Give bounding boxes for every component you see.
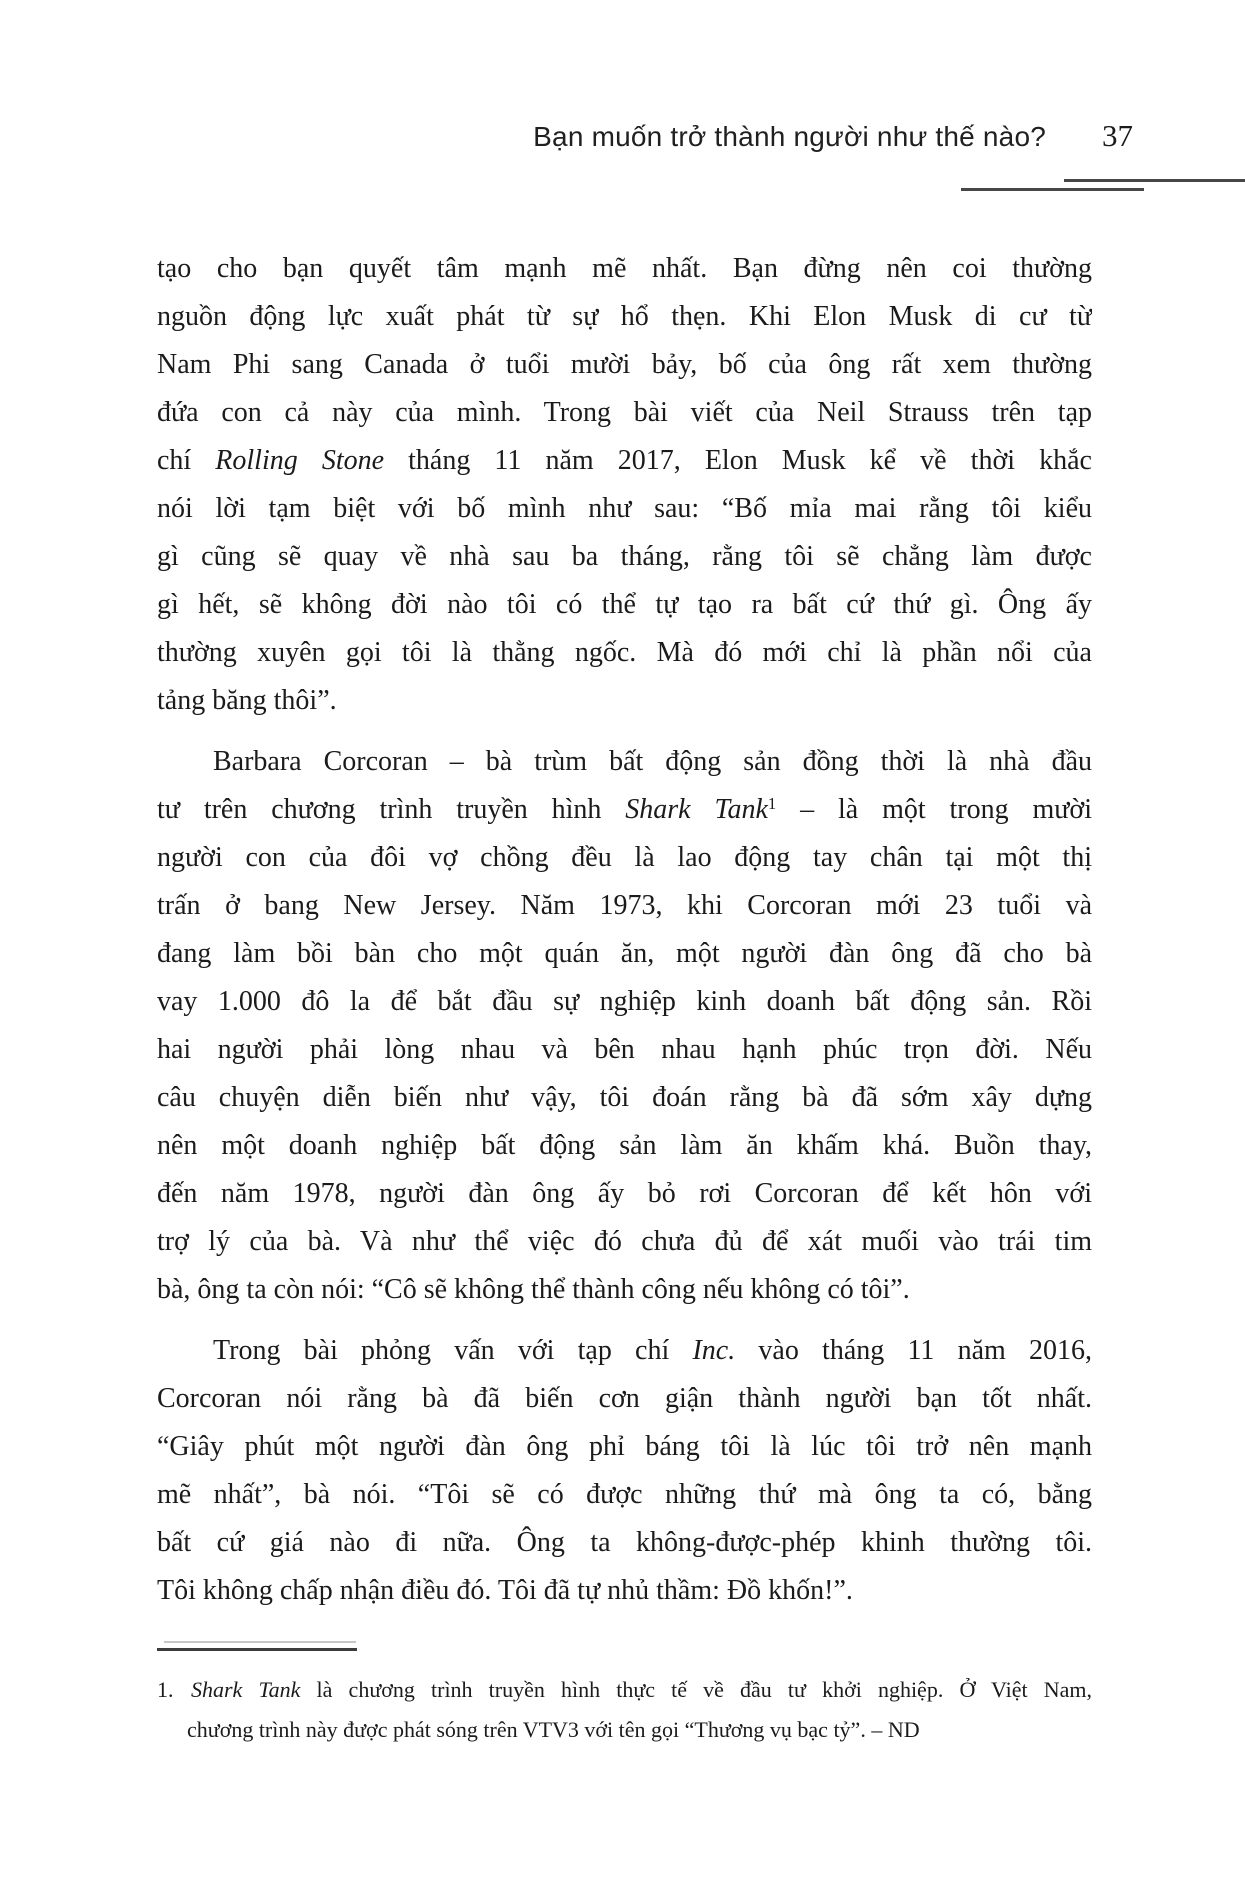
text-segment: đến năm 1978, người đàn ông ấy bỏ rơi Corcoran để kết hôn với xyxy=(157,1178,1092,1209)
text-segment: – là một trong mười xyxy=(776,794,1092,825)
text-segment: chương trình này được phát sóng trên VTV3 với tên gọi “Thương vụ bạc tỷ”. – ND xyxy=(187,1717,920,1742)
italic-text: Rolling Stone xyxy=(215,445,385,476)
text-segment: Barbara Corcoran – bà trùm bất động sản đồng thời là nhà đầu xyxy=(213,746,1092,777)
body-line xyxy=(157,1327,1092,1375)
body-line xyxy=(157,834,1092,882)
footnote-line xyxy=(157,1670,1092,1710)
text-segment: thường xuyên gọi tôi là thằng ngốc. Mà đó mới chỉ là phần nổi của xyxy=(157,637,1092,668)
body-text xyxy=(157,245,1092,1615)
text-segment: là chương trình truyền hình thực tế về đầu tư khởi nghiệp. Ở Việt Nam, xyxy=(300,1677,1092,1702)
header-rule-primary xyxy=(1064,179,1245,182)
body-line xyxy=(157,930,1092,978)
text-segment: đang làm bồi bàn cho một quán ăn, một người đàn ông đã cho bà xyxy=(157,938,1092,969)
body-line xyxy=(157,629,1092,677)
text-segment: gì hết, sẽ không đời nào tôi có thể tự tạo ra bất cứ thứ gì. Ông ấy xyxy=(157,589,1092,620)
text-segment: Corcoran nói rằng bà đã biến cơn giận thành người bạn tốt nhất. xyxy=(157,1383,1092,1414)
text-segment: nói lời tạm biệt với bố mình như sau: “Bố mỉa mai rằng tôi kiểu xyxy=(157,493,1092,524)
body-line xyxy=(157,293,1092,341)
header-rule-secondary xyxy=(961,188,1144,191)
body-line xyxy=(157,978,1092,1026)
text-segment: người con của đôi vợ chồng đều là lao động tay chân tại một thị xyxy=(157,842,1092,873)
text-segment: đứa con cả này của mình. Trong bài viết của Neil Strauss trên tạp xyxy=(157,397,1092,428)
text-segment: bất cứ giá nào đi nữa. Ông ta không-được-phép khinh thường tôi. xyxy=(157,1527,1092,1558)
text-segment: Tôi không chấp nhận điều đó. Tôi đã tự nhủ thầm: Đồ khốn!”. xyxy=(157,1575,853,1606)
page-number: 37 xyxy=(1102,118,1133,153)
text-segment: trấn ở bang New Jersey. Năm 1973, khi Corcoran mới 23 tuổi và xyxy=(157,890,1092,921)
body-line xyxy=(157,1471,1092,1519)
body-line xyxy=(157,882,1092,930)
italic-text: Shark Tank xyxy=(191,1677,301,1702)
body-line xyxy=(157,1567,1092,1615)
text-segment: trợ lý của bà. Và như thể việc đó chưa đủ để xát muối vào trái tim xyxy=(157,1226,1092,1257)
running-head: Bạn muốn trở thành người như thế nào? xyxy=(533,121,1046,152)
italic-text: Shark Tank xyxy=(625,794,768,825)
text-segment: tư trên chương trình truyền hình xyxy=(157,794,626,825)
text-segment: chí xyxy=(157,445,216,476)
text-segment: vay 1.000 đô la để bắt đầu sự nghiệp kinh doanh bất động sản. Rồi xyxy=(157,986,1092,1017)
footnote-separator xyxy=(157,1648,357,1651)
body-line xyxy=(157,1375,1092,1423)
italic-text: Inc. xyxy=(692,1335,736,1366)
text-segment: tháng 11 năm 2017, Elon Musk kể về thời khắc xyxy=(384,445,1092,476)
footnote-marker: 1. xyxy=(157,1677,174,1702)
body-line xyxy=(157,1074,1092,1122)
body-line xyxy=(157,1218,1092,1266)
text-segment: bà, ông ta còn nói: “Cô sẽ không thể thành công nếu không có tôi”. xyxy=(157,1274,910,1305)
body-line xyxy=(157,485,1092,533)
page-header xyxy=(533,118,1133,154)
paragraph xyxy=(157,738,1092,1314)
body-line xyxy=(157,341,1092,389)
text-segment: tạo cho bạn quyết tâm mạnh mẽ nhất. Bạn đừng nên coi thường xyxy=(157,253,1092,284)
body-line xyxy=(157,1423,1092,1471)
body-line xyxy=(157,1266,1092,1314)
body-line xyxy=(157,1519,1092,1567)
text-segment: gì cũng sẽ quay về nhà sau ba tháng, rằng tôi sẽ chẳng làm được xyxy=(157,541,1092,572)
text-segment: Nam Phi sang Canada ở tuổi mười bảy, bố của ông rất xem thường xyxy=(157,349,1092,380)
text-segment: nguồn động lực xuất phát từ sự hổ thẹn. Khi Elon Musk di cư từ xyxy=(157,301,1092,332)
body-line xyxy=(157,581,1092,629)
text-segment: mẽ nhất”, bà nói. “Tôi sẽ có được những thứ mà ông ta có, bằng xyxy=(157,1479,1092,1510)
paragraph xyxy=(157,1327,1092,1615)
body-line xyxy=(157,786,1092,834)
paragraph xyxy=(157,245,1092,725)
body-line xyxy=(157,437,1092,485)
text-segment: “Giây phút một người đàn ông phỉ báng tôi là lúc tôi trở nên mạnh xyxy=(157,1431,1092,1462)
text-segment: hai người phải lòng nhau và bên nhau hạnh phúc trọn đời. Nếu xyxy=(157,1034,1092,1065)
superscript-marker: 1 xyxy=(767,793,777,813)
text-segment: nên một doanh nghiệp bất động sản làm ăn khấm khá. Buồn thay, xyxy=(157,1130,1092,1161)
body-line xyxy=(157,677,1092,725)
body-line xyxy=(157,738,1092,786)
body-line xyxy=(157,1170,1092,1218)
footnote-line xyxy=(157,1710,1092,1750)
footnote xyxy=(157,1670,1092,1750)
text-segment: câu chuyện diễn biến như vậy, tôi đoán rằng bà đã sớm xây dựng xyxy=(157,1082,1092,1113)
body-line xyxy=(157,1122,1092,1170)
body-line xyxy=(157,389,1092,437)
body-line xyxy=(157,533,1092,581)
footnote-separator-ghost xyxy=(164,1641,356,1643)
text-segment: vào tháng 11 năm 2016, xyxy=(735,1335,1092,1366)
text-segment: Trong bài phỏng vấn với tạp chí xyxy=(213,1335,693,1366)
text-segment: tảng băng thôi”. xyxy=(157,685,337,716)
body-line xyxy=(157,1026,1092,1074)
body-line xyxy=(157,245,1092,293)
